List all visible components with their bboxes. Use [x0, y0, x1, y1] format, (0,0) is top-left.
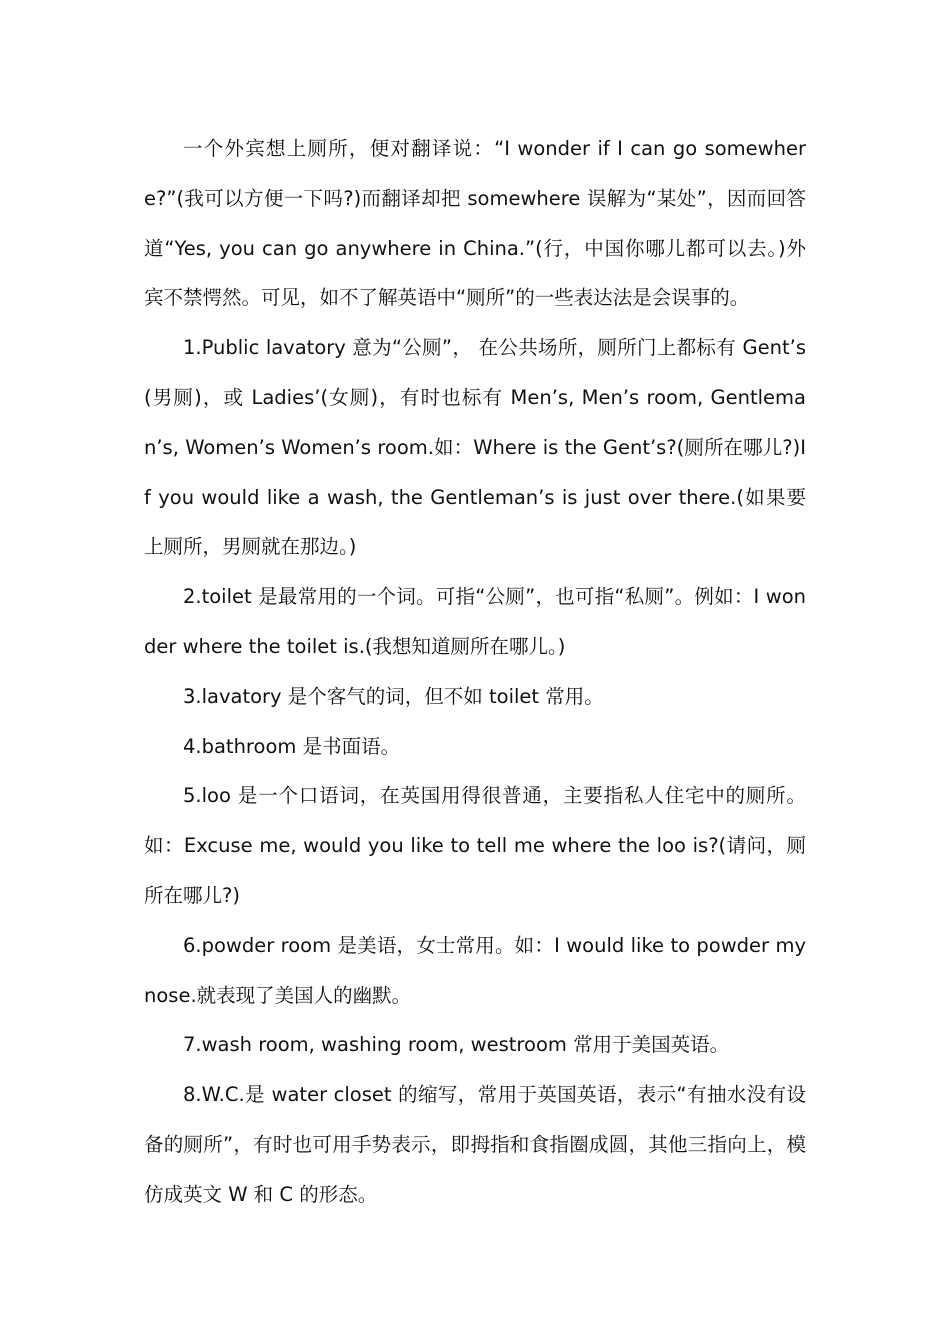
- document-body: [144, 124, 806, 1220]
- paragraph-item-7: 7.wash room, washing room, westroom 常用于美国英语。: [183, 1033, 730, 1057]
- paragraph-item-5: 5.loo 是一个口语词，在英国用得很普通，主要指私人住宅中的厕所。如：Excuse me, would you like to tell me where the loo is?(请问，厕所在哪儿?): [144, 784, 806, 907]
- paragraph-item-4: 4.bathroom 是书面语。: [183, 734, 401, 758]
- paragraph-item-6: 6.powder room 是美语，女士常用。如：I would like to powder my nose.就表现了美国人的幽默。: [144, 933, 806, 1007]
- paragraph-item-2: 2.toilet 是最常用的一个词。可指“公厕”，也可指“私厕”。例如：I wonder where the toilet is.(我想知道厕所在哪儿。): [144, 585, 806, 658]
- paragraph-item-8: 8.W.C.是 water closet 的缩写，常用于英国英语，表示“有抽水没有设备的厕所”，有时也可用手势表示，即拇指和食指圈成圆，其他三指向上，模仿成英文 W 和 C 的形态。: [144, 1083, 806, 1206]
- paragraph-item-1: 1.Public lavatory 意为“公厕”， 在公共场所，厕所门上都标有 Gent’s(男厕)，或 Ladies’(女厕)，有时也标有 Men’s, Men’s room, Gentleman’s, Women’s Women’s room.如：Where is the Gent’s?(厕所在哪儿?)If you would like a wash, the Gentleman’s is just over there.(如果要上厕所，男厕就在那边。): [144, 336, 806, 559]
- paragraph-item-3: 3.lavatory 是个客气的词，但不如 toilet 常用。: [183, 684, 604, 708]
- paragraph-intro: 一个外宾想上厕所，便对翻译说：“I wonder if I can go somewhere?”(我可以方便一下吗?)而翻译却把 somewhere 误解为“某处”，因而回答道“Yes, you can go anywhere in China.”(行，中国你哪儿都可以去。)外宾不禁愕然。可见，如不了解英语中“厕所”的一些表达法是会误事的。: [144, 137, 806, 310]
